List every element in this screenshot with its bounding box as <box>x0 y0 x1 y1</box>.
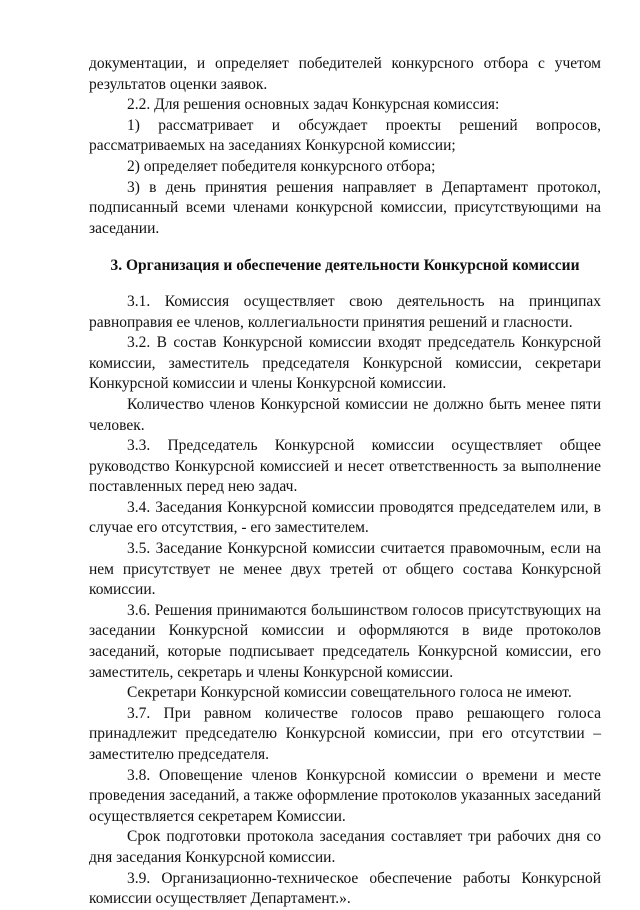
paragraph-2-2-item-1: 1) рассматривает и обсуждает проекты решений вопросов, рассматриваемых на заседаниях Конкурсной комиссии; <box>89 116 601 155</box>
paragraph-2-2: 2.2. Для решения основных задач Конкурсная комиссия: <box>127 96 500 114</box>
paragraph-2-2-item-3: 3) в день принятия решения направляет в Департамент протокол, подписанный всеми членами конкурсной комиссии, присутствующими на заседании. <box>89 178 601 237</box>
paragraph-3-2: 3.2. В состав Конкурсной комиссии входят председатель Конкурсной комиссии, заместитель председателя Конкурсной комиссии, секретари Конкурсной комиссии и члены Конкурсной комиссии. <box>89 334 601 393</box>
paragraph-3-1: 3.1. Комиссия осуществляет свою деятельность на принципах равноправия ее членов, коллегиальности принятия решений и гласности. <box>89 292 601 331</box>
paragraph-3-3: 3.3. Председатель Конкурсной комиссии осуществляет общее руководство Конкурсной комиссией и несет ответственность за выполнение поставленных перед нею задач. <box>89 437 601 496</box>
paragraph-3-9: 3.9. Организационно-техническое обеспечение работы Конкурсной комиссии осуществляет Департамент.». <box>89 869 601 908</box>
paragraph-members-count: Количество членов Конкурсной комиссии не должно быть менее пяти человек. <box>89 395 601 434</box>
paragraph-3-6: 3.6. Решения принимаются большинством голосов присутствующих на заседании Конкурсной комиссии и оформляются в виде протоколов заседаний, которые подписывает председатель Конкурсной комиссии, его заместитель, секретарь и члены Конкурсной комиссии. <box>89 601 601 681</box>
paragraph-3-4: 3.4. Заседания Конкурсной комиссии проводятся председателем или, в случае его отсутствия, - его заместителем. <box>89 498 601 537</box>
paragraph-3-8: 3.8. Оповещение членов Конкурсной комиссии о времени и месте проведения заседаний, а также оформление протоколов указанных заседаний осуществляется секретарем Комиссии. <box>89 766 601 825</box>
paragraph-3-5: 3.5. Заседание Конкурсной комиссии считается правомочным, если на нем присутствует не менее двух третей от общего состава Конкурсной комиссии. <box>89 540 601 599</box>
paragraph-secretaries-vote: Секретари Конкурсной комиссии совещательного голоса не имеют. <box>127 684 572 702</box>
section-3-heading: 3. Организация и обеспечение деятельности Конкурсной комиссии <box>110 257 580 275</box>
paragraph-intro-continuation: документации, и определяет победителей конкурсного отбора с учетом результатов оценки заявок. <box>89 55 601 93</box>
document-page <box>89 54 601 910</box>
paragraph-2-2-item-2: 2) определяет победителя конкурсного отбора; <box>127 157 436 175</box>
paragraph-protocol-deadline: Срок подготовки протокола заседания составляет три рабочих дня со дня заседания Конкурсной комиссии. <box>89 828 601 866</box>
paragraph-3-7: 3.7. При равном количестве голосов право решающего голоса принадлежит председателю Конкурсной комиссии, при его отсутствии – заместителю председателя. <box>89 704 601 763</box>
